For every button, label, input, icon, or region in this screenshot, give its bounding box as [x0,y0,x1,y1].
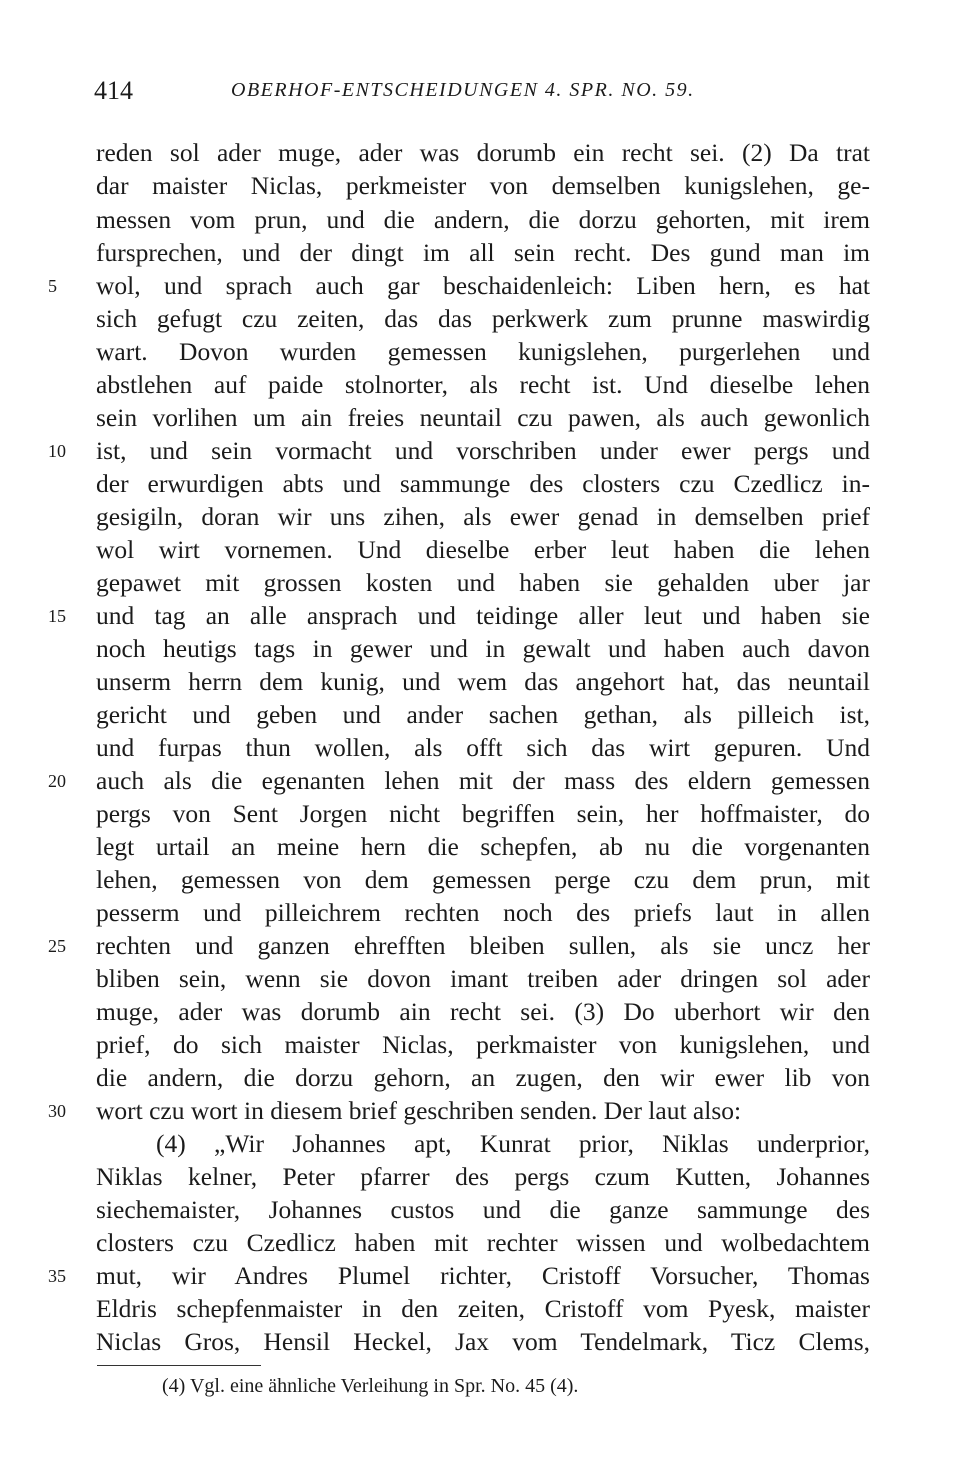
text-line-8: abstlehen auf paide stolnorter, als recht ist. Und dieselbe lehen [96,370,870,399]
text-line-15: und tag an alle ansprach und teidinge aller leut und haben sie [96,601,870,630]
text-line-22: legt urtail an meine hern die schepfen, ab nu die vorgenanten [96,832,870,861]
line-number-25: 25 [48,936,66,956]
line-number-30: 30 [48,1101,66,1121]
text-line-37: Niclas Gros, Hensil Heckel, Jax vom Tendelmark, Ticz Clems, [96,1327,870,1356]
text-line-4: fursprechen, und der dingt im all sein recht. Des gund man im [96,238,870,267]
text-line-30: wort czu wort in diesem brief geschriben senden. Der laut also: [96,1096,742,1125]
text-line-27: muge, ader was dorumb ain recht sei. (3) Do uberhort wir den [96,997,870,1026]
text-line-29: die andern, die dorzu gehorn, an zugen, den wir ewer lib von [96,1063,870,1092]
text-line-20: auch als die egenanten lehen mit der mass des eldern gemessen [96,766,870,795]
text-line-24: pesserm und pilleichrem rechten noch des priefs laut in allen [96,898,870,927]
text-line-36: Eldris schepfenmaister in den zeiten, Cristoff vom Pyesk, maister [96,1294,870,1323]
text-line-18: gericht und geben und ander sachen gethan, als pilleich ist, [96,700,870,729]
text-line-31: (4) „Wir Johannes apt, Kunrat prior, Niklas underprior, [156,1129,870,1158]
line-number-20: 20 [48,771,66,791]
text-line-16: noch heutigs tags in gewer und in gewalt und haben auch davon [96,634,870,663]
text-line-12: gesigiln, doran wir uns zihen, als ewer genad in demselben prief [96,502,870,531]
text-line-28: prief, do sich maister Niclas, perkmaister von kunigslehen, und [96,1030,870,1059]
footnote-rule [97,1365,261,1366]
text-line-34: closters czu Czedlicz haben mit rechter wissen und wolbedachtem [96,1228,870,1257]
line-number-5: 5 [48,276,57,296]
text-line-26: bliben sein, wenn sie dovon imant treiben ader dringen sol ader [96,964,870,993]
text-line-10: ist, und sein vormacht und vorschriben under ewer pergs und [96,436,870,465]
text-line-14: gepawet mit grossen kosten und haben sie gehalden uber jar [96,568,870,597]
page-number: 414 [94,76,133,105]
text-line-13: wol wirt vornemen. Und dieselbe erber leut haben die lehen [96,535,870,564]
text-line-19: und furpas thun wollen, als offt sich das wirt gepuren. Und [96,733,870,762]
text-line-6: sich gefugt czu zeiten, das das perkwerk zum prunne maswirdig [96,304,870,333]
running-head: OBERHOF-ENTSCHEIDUNGEN 4. SPR. NO. 59. [231,79,695,101]
line-number-35: 35 [48,1266,66,1286]
text-line-32: Niklas kelner, Peter pfarrer des pergs czum Kutten, Johannes [96,1162,870,1191]
text-line-33: siechemaister, Johannes custos und die ganze sammunge des [96,1195,870,1224]
line-number-15: 15 [48,606,66,626]
text-line-7: wart. Dovon wurden gemessen kunigslehen, purgerlehen und [96,337,870,366]
line-number-10: 10 [48,441,66,461]
text-line-3: messen vom prun, und die andern, die dorzu gehorten, mit irem [96,205,870,234]
text-line-9: sein vorlihen um ain freies neuntail czu pawen, als auch gewonlich [96,403,870,432]
text-line-11: der erwurdigen abts und sammunge des closters czu Czedlicz in- [96,469,870,498]
text-line-17: unserm herrn dem kunig, und wem das angehort hat, das neuntail [96,667,870,696]
text-line-2: dar maister Niclas, perkmeister von demselben kunigslehen, ge- [96,171,870,200]
text-line-5: wol, und sprach auch gar beschaidenleich: Liben hern, es hat [96,271,870,300]
footnote: (4) Vgl. eine ähnliche Verleihung in Spr. No. 45 (4). [162,1375,579,1397]
text-line-25: rechten und ganzen ehrefften bleiben sullen, als sie uncz her [96,931,870,960]
text-line-21: pergs von Sent Jorgen nicht begriffen sein, her hoffmaister, do [96,799,870,828]
text-line-1: reden sol ader muge, ader was dorumb ein recht sei. (2) Da trat [96,138,870,167]
text-line-23: lehen, gemessen von dem gemessen perge czu dem prun, mit [96,865,870,894]
text-line-35: mut, wir Andres Plumel richter, Cristoff Vorsucher, Thomas [96,1261,870,1290]
